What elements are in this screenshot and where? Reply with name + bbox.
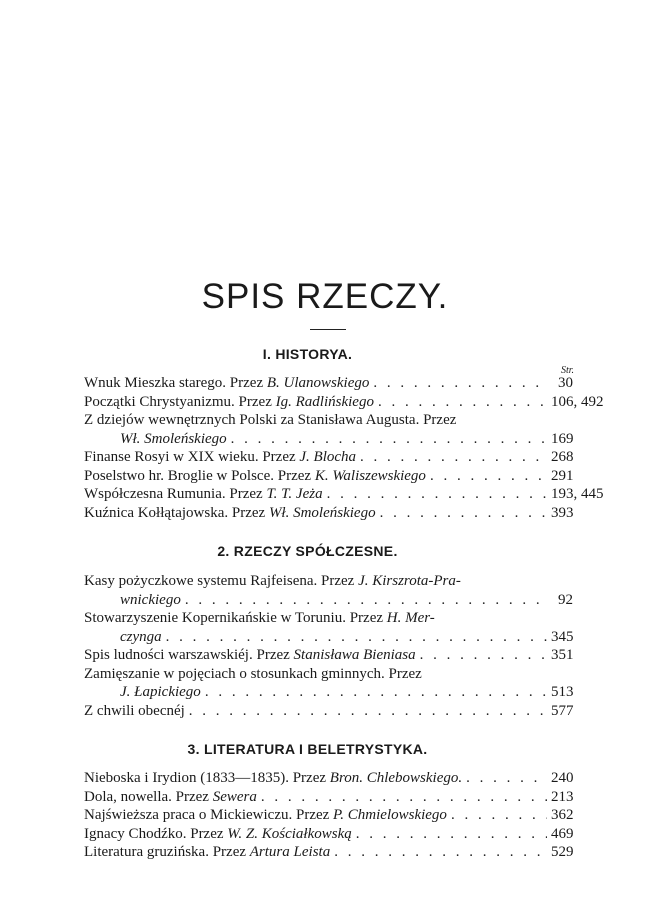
toc-entry-line	[84, 411, 573, 430]
dot-leader	[360, 448, 547, 467]
toc-entry-page: 577	[551, 702, 574, 719]
toc-entry	[84, 665, 573, 702]
toc-entry-title	[84, 485, 323, 504]
toc-entry-page: 351	[551, 647, 574, 663]
toc-entry-line-continued	[84, 430, 573, 449]
dot-leader	[378, 393, 547, 412]
toc-entry-title	[84, 806, 447, 825]
toc-entry-title	[84, 374, 369, 393]
toc-entry-line	[84, 843, 573, 862]
toc-entry-line	[84, 448, 573, 467]
dot-leader	[231, 430, 547, 449]
toc-entry	[84, 843, 573, 862]
toc-entry-line	[84, 467, 573, 486]
toc-entry-title	[84, 825, 352, 844]
dot-leader	[334, 843, 547, 862]
toc-entry	[84, 485, 604, 504]
toc-entry-page: 213	[551, 788, 574, 805]
dot-leader	[166, 628, 547, 647]
toc-entry-author-continued: Wł. Smoleńskiego	[120, 430, 227, 447]
toc-entry-author: P. Chmielowskiego	[333, 807, 447, 823]
dot-leader	[380, 504, 547, 523]
section-entries-historya	[84, 374, 604, 522]
section-heading-rzeczy-spolczesne: 2. RZECZY SPÓŁCZESNE.	[217, 543, 398, 559]
toc-entry-line	[84, 702, 573, 721]
toc-entry-page: 92	[558, 591, 573, 608]
toc-entry-author-continued: czynga	[120, 628, 162, 645]
toc-entry-author: B. Ulanowskiego	[266, 375, 370, 391]
toc-entry-page: 529	[551, 844, 574, 860]
toc-entry-line	[84, 769, 573, 788]
toc-entry	[84, 411, 573, 448]
toc-entry-title	[84, 702, 185, 721]
toc-entry-page: 513	[551, 684, 574, 700]
toc-entry	[84, 825, 573, 844]
toc-entry-author: Artura Leista	[249, 844, 331, 860]
toc-entry-author-continued: wnickiego	[120, 591, 181, 608]
toc-entry-page: 393	[551, 504, 574, 521]
toc-entry-page: 240	[551, 770, 574, 786]
section-entries-literatura	[84, 769, 573, 862]
dot-leader	[356, 825, 547, 844]
toc-entry-text: Poselstwo hr. Broglie w Polsce. Przez	[84, 467, 315, 484]
toc-entry-page: 193, 445	[551, 486, 604, 502]
toc-entry-title	[84, 448, 356, 467]
section-entries-rzeczy-spolczesne	[84, 572, 573, 720]
toc-entry-line	[84, 646, 573, 665]
toc-entry-text: Dola, nowella. Przez	[84, 788, 213, 805]
toc-entry	[84, 769, 573, 788]
toc-entry-line	[84, 485, 604, 504]
toc-entry-line-continued	[84, 683, 573, 702]
toc-entry-author: J. Kirszrota-Pra-	[358, 573, 461, 589]
toc-entry-page: 362	[551, 807, 574, 823]
toc-entry-author: Wł. Smoleńskiego	[268, 504, 376, 521]
toc-entry-page: 291	[551, 467, 574, 484]
page-column-label: Str.	[560, 365, 574, 376]
toc-entry-title	[84, 646, 416, 665]
toc-entry-text: Stowarzyszenie Kopernikańskie w Toruniu. Przez	[84, 610, 387, 626]
toc-entry-title-continued	[120, 430, 227, 449]
toc-entry	[84, 702, 573, 721]
toc-entry-line	[84, 572, 573, 591]
toc-entry-line	[84, 825, 573, 844]
dot-leader	[430, 467, 547, 486]
toc-entry-page: 268	[551, 449, 574, 465]
toc-entry-text: Najświeższa praca o Mickiewiczu. Przez	[84, 807, 334, 823]
toc-entry	[84, 646, 573, 665]
toc-entry-author: H. Mer-	[386, 610, 435, 626]
toc-entry-line	[84, 393, 604, 412]
dot-leader	[373, 374, 547, 393]
toc-entry-title	[84, 572, 461, 591]
toc-entry-text: Finanse Rosyi w XIX wieku. Przez	[84, 449, 300, 465]
section-heading-historya: I. HISTORYA.	[262, 346, 353, 362]
toc-entry-line	[84, 374, 573, 393]
section-heading-literatura: 3. LITERATURA I BELETRYSTYKA.	[187, 741, 428, 757]
toc-entry-text: Początki Chrystyanizmu. Przez	[84, 393, 276, 410]
dot-leader	[466, 769, 547, 788]
toc-entry-title-continued	[120, 628, 162, 647]
toc-entry-page: 469	[551, 825, 574, 842]
toc-entry-page: 345	[551, 628, 574, 645]
toc-entry	[84, 572, 573, 609]
toc-entry-text: Współczesna Rumunia. Przez	[84, 486, 267, 502]
toc-entry-text: Wnuk Mieszka starego. Przez	[84, 375, 267, 391]
toc-entry	[84, 467, 573, 486]
toc-entry-text: Ignacy Chodźko. Przez	[84, 825, 228, 842]
toc-entry-line-continued	[84, 628, 573, 647]
toc-entry	[84, 806, 573, 825]
toc-entry-text: Kuźnica Kołłątajowska. Przez	[84, 504, 269, 521]
toc-entry-text: Literatura gruzińska. Przez	[84, 844, 250, 860]
toc-entry-title	[84, 788, 257, 807]
toc-entry-text: Nieboska i Irydion (1833—1835). Przez	[84, 770, 330, 786]
dot-leader	[261, 788, 547, 807]
toc-entry-author: Ig. Radlińskiego	[275, 393, 374, 410]
toc-entry	[84, 504, 573, 523]
toc-entry-title-continued	[120, 591, 181, 610]
title-rule	[310, 329, 346, 330]
toc-entry-title-continued	[120, 683, 201, 702]
toc-entry-author: K. Waliszewskiego	[314, 467, 426, 484]
dot-leader	[327, 485, 547, 504]
toc-entry-line	[84, 609, 573, 628]
toc-entry-author: Sewera	[212, 788, 257, 805]
dot-leader	[451, 806, 547, 825]
toc-entry	[84, 393, 604, 412]
toc-entry-author: T. T. Jeża	[266, 486, 323, 502]
toc-entry-line	[84, 788, 573, 807]
toc-entry-title	[84, 393, 374, 412]
toc-entry-author: W. Z. Kościałkowską	[227, 825, 352, 842]
toc-entry	[84, 374, 573, 393]
toc-entry-author-continued: J. Łapickiego	[120, 684, 201, 700]
toc-entry-text: Z dziejów wewnętrznych Polski za Stanisława Augusta. Przez	[84, 412, 457, 428]
toc-entry-title	[84, 769, 462, 788]
toc-entry-title	[84, 843, 330, 862]
toc-entry-line-continued	[84, 591, 573, 610]
toc-entry-title	[84, 665, 422, 684]
toc-entry-text: Zamięszanie w pojęciach o stosunkach gminnych. Przez	[84, 665, 422, 682]
toc-entry-title	[84, 609, 435, 628]
toc-entry	[84, 788, 573, 807]
toc-entry-page: 169	[551, 430, 574, 447]
toc-entry-text: Z chwili obecnéj	[84, 702, 185, 719]
toc-entry-title	[84, 467, 426, 486]
toc-entry-text: Kasy pożyczkowe systemu Rajfeisena. Przez	[84, 573, 359, 589]
toc-entry-author: Bron. Chlebowskiego.	[329, 770, 463, 786]
dot-leader	[420, 646, 547, 665]
toc-entry	[84, 448, 573, 467]
toc-entry-author: Stanisława Bieniasa	[293, 647, 416, 663]
toc-entry	[84, 609, 573, 646]
toc-entry-page: 106, 492	[551, 393, 604, 410]
toc-entry-line	[84, 806, 573, 825]
toc-entry-title	[84, 504, 376, 523]
toc-entry-line	[84, 665, 573, 684]
page-title: SPIS RZECZY.	[201, 277, 449, 316]
toc-entry-author: J. Blocha	[299, 449, 357, 465]
dot-leader	[205, 683, 547, 702]
toc-entry-line	[84, 504, 573, 523]
dot-leader	[189, 702, 547, 721]
toc-entry-page: 30	[558, 375, 573, 391]
toc-entry-title	[84, 411, 456, 430]
dot-leader	[185, 591, 547, 610]
toc-entry-text: Spis ludności warszawskiéj. Przez	[84, 647, 294, 663]
